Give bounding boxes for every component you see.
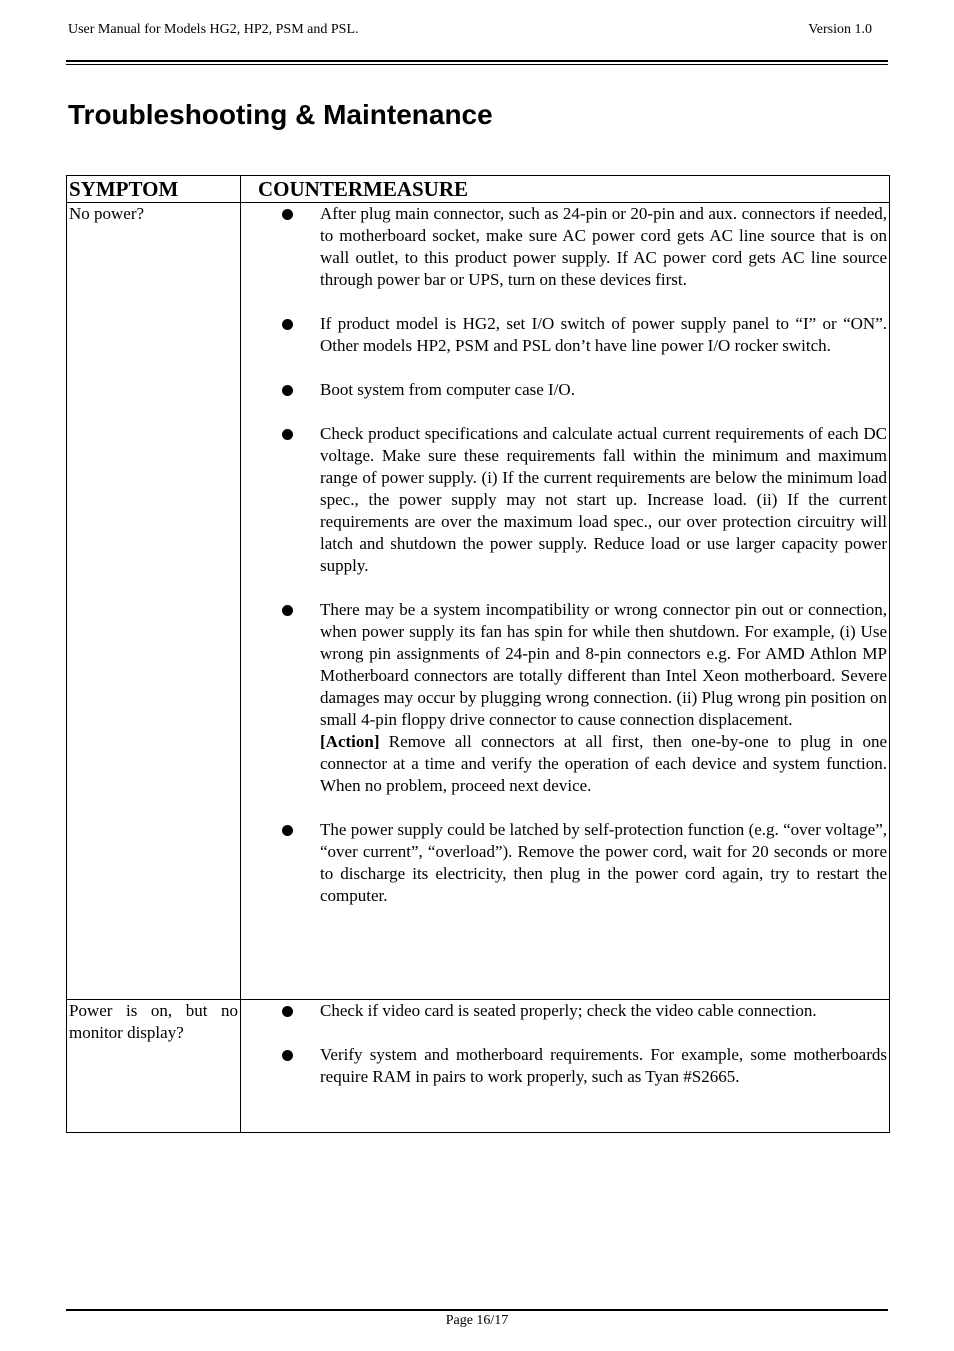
action-label: [Action] (320, 732, 380, 751)
action-text: Remove all connectors at all first, then one-by-one to plug in one connector at a time and verify the operation of each device and system function. When no problem, proceed next device. (320, 732, 887, 795)
list-item-text: Check product specifications and calculate actual current requirements of each DC voltage. Make sure these requirements fall within the minimum and maximum range of power supply. (i) If the current requirements are below the minimum load spec., the power supply may not start up. Increase load. (ii) If the current requirements are over the maximum load spec., our over protection circuitry will latch and shutdown the power supply. Reduce load or use larger capacity power supply. (320, 424, 887, 575)
list-item-text: There may be a system incompatibility or wrong connector pin out or connection, when power supply its fan has spin for while then shutdown. For example, (i) Use wrong pin assignments of 24-pin and 8-pin connectors e.g. For AMD Athlon MP Motherboard connectors are totally different than Intel Xeon motherboard. Severe damages may occur by plugging wrong connection. (ii) Plug wrong pin position on small 4-pin floppy drive connector to cause connection displacement. (320, 600, 887, 729)
bullet-icon (282, 319, 293, 330)
bullet-icon (282, 825, 293, 836)
list-item (241, 203, 887, 291)
troubleshooting-table (66, 175, 890, 1133)
list-item-text: After plug main connector, such as 24-pin or 20-pin and aux. connectors if needed, to motherboard socket, make sure AC power cord gets AC line source that is on wall outlet, to this product power supply. If AC power cord gets AC line source through power bar or UPS, turn on these devices first. (320, 204, 887, 289)
column-header-symptom: SYMPTOM (67, 176, 241, 203)
header-version: Version 1.0 (808, 22, 872, 37)
bullet-icon (282, 605, 293, 616)
list-item-text: If product model is HG2, set I/O switch of power supply panel to “I” or “ON”. Other models HP2, PSM and PSL don’t have line power I/O rocker switch. (320, 314, 887, 355)
column-header-countermeasure: COUNTERMEASURE (241, 176, 890, 203)
bullet-icon (282, 1050, 293, 1061)
action-paragraph (320, 731, 887, 797)
list-item-text: Check if video card is seated properly; check the video cable connection. (320, 1001, 817, 1020)
page-number: Page 16/17 (445, 1313, 509, 1328)
list-item-text: Boot system from computer case I/O. (320, 380, 575, 399)
header-document-title: User Manual for Models HG2, HP2, PSM and PSL. (68, 22, 359, 37)
list-item (241, 1044, 887, 1088)
bullet-icon (282, 209, 293, 220)
list-item (241, 313, 887, 357)
countermeasure-list (241, 1000, 887, 1088)
list-item-text: Verify system and motherboard requirements. For example, some motherboards require RAM in pairs to work properly, such as Tyan #S2665. (320, 1045, 887, 1086)
countermeasure-list (241, 203, 887, 907)
symptom-cell: No power? (67, 203, 241, 1000)
list-item (241, 423, 887, 577)
list-item (241, 599, 887, 797)
table-row (67, 203, 890, 1000)
bullet-icon (282, 1006, 293, 1017)
list-item (241, 379, 887, 401)
footer-rule (66, 1309, 888, 1311)
countermeasure-cell (241, 203, 890, 1000)
list-item-text: The power supply could be latched by self-protection function (e.g. “over voltage”, “over current”, “overload”). Remove the power cord, wait for 20 seconds or more to discharge its electricity, then plug in the power cord again, try to restart the computer. (320, 820, 887, 905)
table-row (67, 1000, 890, 1133)
list-item (241, 1000, 887, 1022)
list-item (241, 819, 887, 907)
bullet-icon (282, 429, 293, 440)
header-rule (66, 60, 888, 65)
table-header-row (67, 176, 890, 203)
countermeasure-cell (241, 1000, 890, 1133)
bullet-icon (282, 385, 293, 396)
symptom-cell: Power is on, but no monitor display? (67, 1000, 241, 1133)
section-title: Troubleshooting & Maintenance (68, 99, 493, 130)
